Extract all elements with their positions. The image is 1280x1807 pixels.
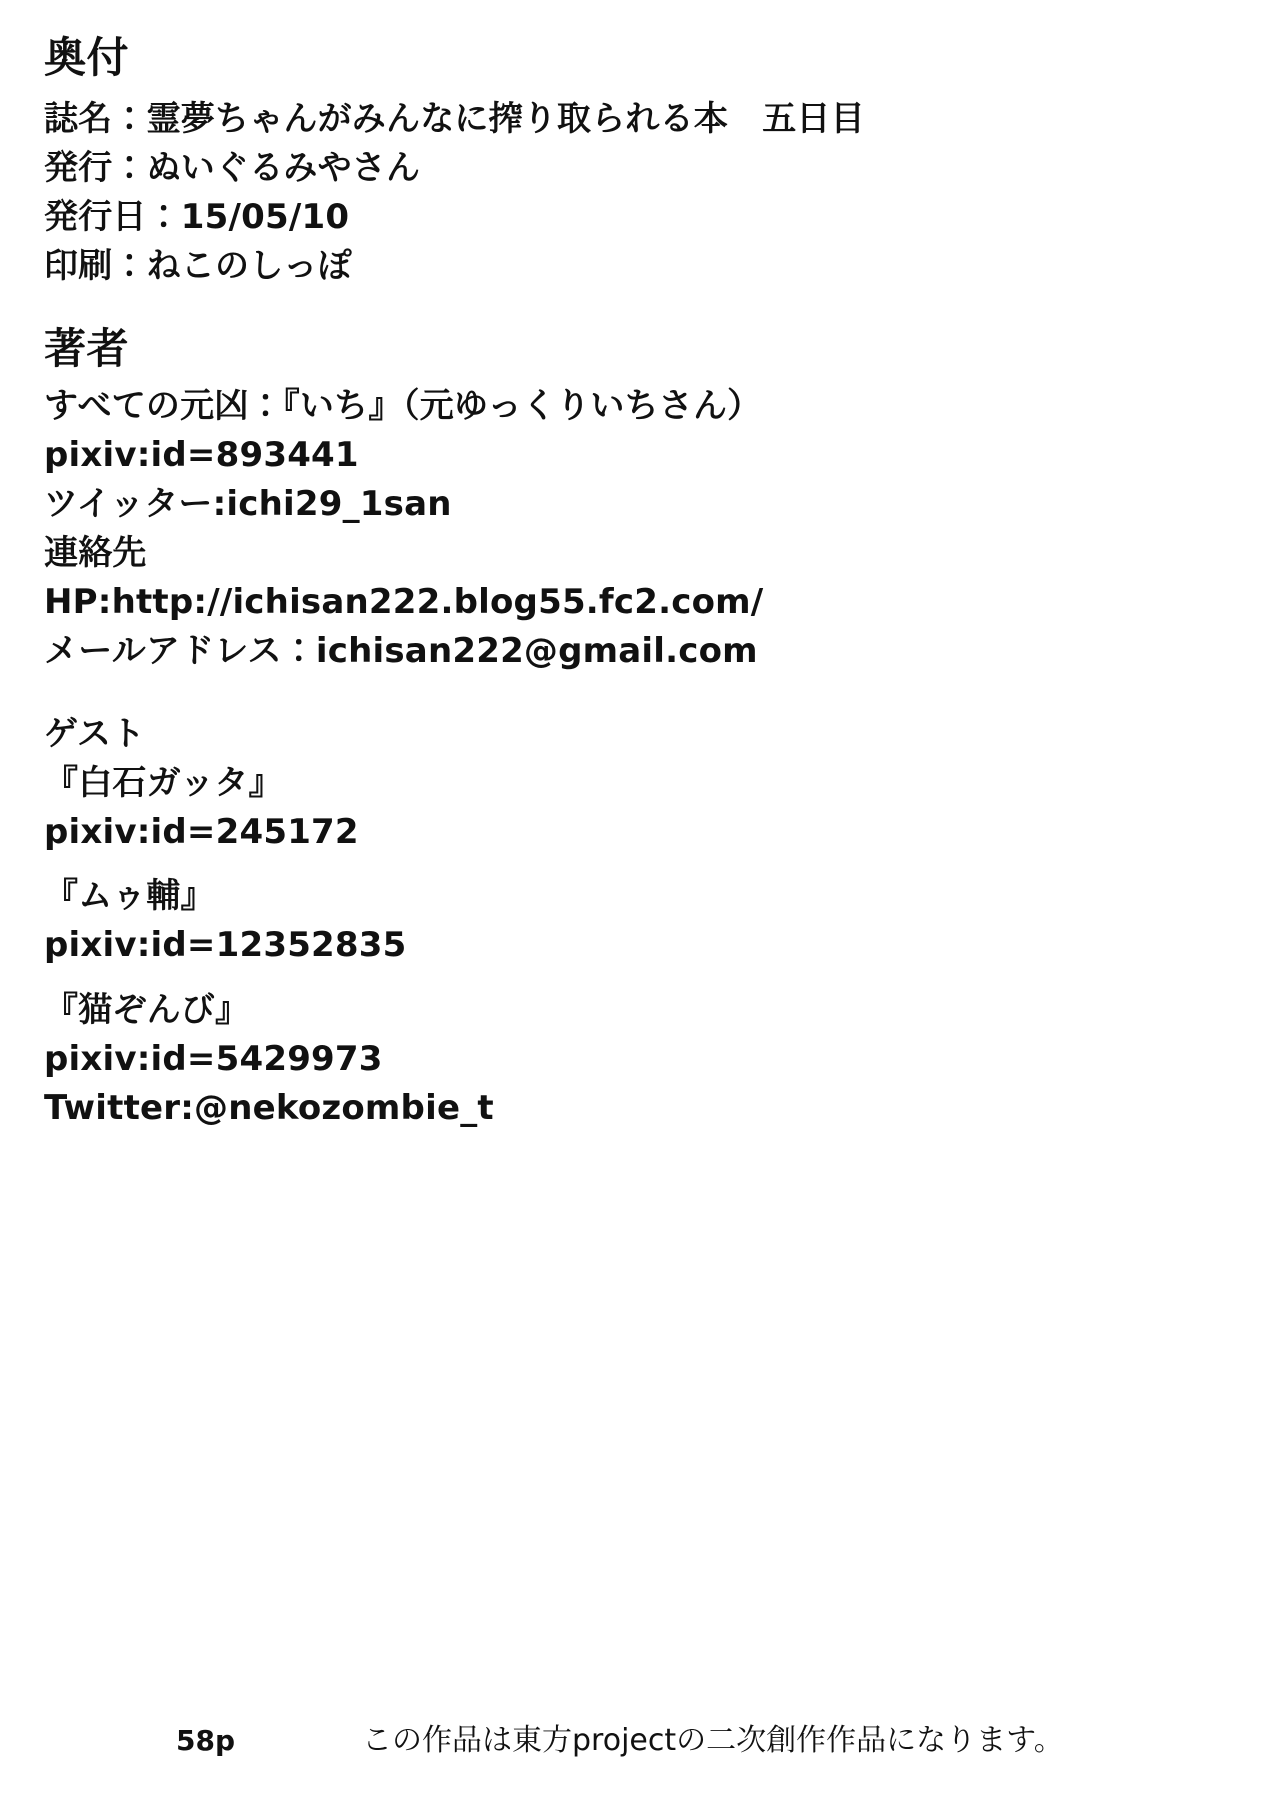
author-heading: 著者 [44,323,130,373]
author-line-email: メールアドレス：ichisan222@gmail.com [44,630,758,671]
guest-spacer [44,856,1236,872]
guest-name: 『白石ガッタ』 [44,762,283,803]
colophon-info-block [44,95,1236,291]
guest-detail: pixiv:id=245172 [44,811,359,852]
author-line-main: すべての元凶：『いち』（元ゆっくりいちさん） [44,385,762,426]
guest-spacer [44,970,1236,986]
page-number: 58p [176,1724,236,1757]
colophon-heading: 奥付 [44,33,130,82]
guest-name: 『ムゥ輔』 [44,876,215,917]
colophon-line-publisher: 発行：ぬいぐるみやさん [44,147,421,188]
colophon-line-title: 誌名：霊夢ちゃんがみんなに搾り取られる本 五日目 [44,99,865,140]
author-line-pixiv: pixiv:id=893441 [44,434,359,475]
page-footer [0,1687,1280,1807]
guest-detail: pixiv:id=5429973 [44,1039,383,1080]
colophon-line-date: 発行日：15/05/10 [44,196,350,237]
colophon-line-printer: 印刷：ねこのしっぽ [44,245,352,286]
guest-section [44,710,1236,1134]
author-line-homepage: HP:http://ichisan222.blog55.fc2.com/ [44,581,764,622]
author-line-contact-label: 連絡先 [44,532,147,573]
author-line-twitter: ツイッター:ichi29_1san [44,483,452,524]
guest-name: 『猫ぞんび』 [44,990,250,1031]
guest-detail: Twitter:@nekozombie_t [44,1088,494,1129]
guest-entry-3 [44,986,1236,1133]
author-info-block [44,382,1236,676]
guest-label: ゲスト [44,713,146,754]
guest-detail: pixiv:id=12352835 [44,925,407,966]
guest-entry-1 [44,759,1236,857]
footer-disclaimer: この作品は東方projectの二次創作作品になります。 [362,1723,1064,1758]
section-spacer [44,676,1236,710]
guest-entry-2 [44,872,1236,970]
